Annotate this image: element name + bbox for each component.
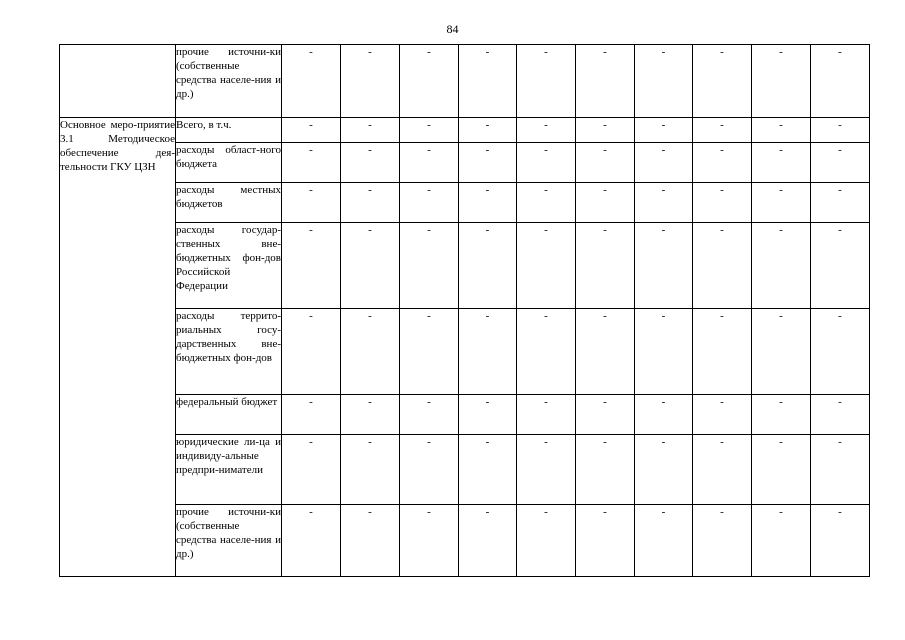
value-cell: -: [635, 435, 693, 505]
value-cell: -: [693, 395, 752, 435]
funding-source-cell: расходы террито-риальных госу-дарственных вне-бюджетных фон-дов: [176, 309, 282, 395]
value-cell: -: [400, 143, 459, 183]
value-cell: -: [576, 505, 635, 577]
value-cell: -: [282, 505, 341, 577]
value-cell: -: [752, 505, 811, 577]
value-cell: -: [341, 223, 400, 309]
table-row: [60, 435, 870, 505]
value-cell: -: [282, 45, 341, 118]
value-cell: -: [517, 118, 576, 143]
value-cell: -: [576, 143, 635, 183]
value-cell: -: [693, 435, 752, 505]
value-cell: -: [282, 118, 341, 143]
value-cell: -: [693, 118, 752, 143]
value-cell: -: [400, 309, 459, 395]
value-cell: -: [400, 395, 459, 435]
value-cell: -: [811, 223, 870, 309]
value-cell: -: [459, 309, 517, 395]
value-cell: -: [811, 395, 870, 435]
value-cell: -: [811, 435, 870, 505]
value-cell: -: [576, 45, 635, 118]
value-cell: -: [517, 45, 576, 118]
value-cell: -: [752, 118, 811, 143]
value-cell: -: [341, 45, 400, 118]
table-row: [60, 118, 870, 143]
value-cell: -: [341, 118, 400, 143]
activity-label-cell: Основное меро-приятие 3.1 Методическое обеспечение дея-тельности ГКУ ЦЗН: [60, 118, 176, 577]
value-cell: -: [635, 45, 693, 118]
value-cell: -: [517, 505, 576, 577]
value-cell: -: [635, 505, 693, 577]
value-cell: -: [400, 118, 459, 143]
funding-source-cell: федеральный бюджет: [176, 395, 282, 435]
funding-source-cell: прочие источни-ки (собственные средства населе-ния и др.): [176, 505, 282, 577]
value-cell: -: [459, 45, 517, 118]
value-cell: -: [811, 45, 870, 118]
table-row: [60, 143, 870, 183]
value-cell: -: [341, 395, 400, 435]
table-row: [60, 395, 870, 435]
value-cell: -: [282, 309, 341, 395]
value-cell: -: [517, 143, 576, 183]
value-cell: -: [282, 395, 341, 435]
value-cell: -: [576, 309, 635, 395]
value-cell: -: [693, 505, 752, 577]
funding-source-cell: прочие источни-ки (собственные средства населе-ния и др.): [176, 45, 282, 118]
value-cell: -: [752, 143, 811, 183]
value-cell: -: [282, 183, 341, 223]
value-cell: -: [693, 45, 752, 118]
table-row: [60, 505, 870, 577]
page-number: 84: [446, 22, 459, 36]
value-cell: -: [811, 118, 870, 143]
table-row: [60, 309, 870, 395]
value-cell: -: [693, 223, 752, 309]
value-cell: -: [517, 309, 576, 395]
table-row: [60, 183, 870, 223]
value-cell: -: [459, 118, 517, 143]
funding-source-cell: расходы местных бюджетов: [176, 183, 282, 223]
funding-source-cell: расходы государ-ственных вне-бюджетных фон-дов Российской Федерации: [176, 223, 282, 309]
funding-source-cell: расходы област-ного бюджета: [176, 143, 282, 183]
value-cell: -: [517, 183, 576, 223]
value-cell: -: [635, 223, 693, 309]
funding-source-cell: Всего, в т.ч.: [176, 118, 282, 143]
value-cell: -: [635, 143, 693, 183]
value-cell: -: [459, 505, 517, 577]
funding-source-cell: юридические ли-ца и индивиду-альные предпри-ниматели: [176, 435, 282, 505]
value-cell: -: [811, 183, 870, 223]
value-cell: -: [752, 309, 811, 395]
value-cell: -: [459, 435, 517, 505]
value-cell: -: [576, 118, 635, 143]
value-cell: -: [576, 183, 635, 223]
value-cell: -: [752, 223, 811, 309]
value-cell: -: [459, 183, 517, 223]
value-cell: -: [811, 143, 870, 183]
value-cell: -: [459, 143, 517, 183]
value-cell: -: [752, 435, 811, 505]
value-cell: -: [459, 395, 517, 435]
value-cell: -: [341, 143, 400, 183]
value-cell: -: [576, 223, 635, 309]
value-cell: -: [517, 223, 576, 309]
value-cell: -: [635, 309, 693, 395]
value-cell: -: [400, 183, 459, 223]
value-cell: -: [752, 395, 811, 435]
value-cell: -: [693, 183, 752, 223]
value-cell: -: [341, 309, 400, 395]
value-cell: -: [811, 505, 870, 577]
value-cell: -: [635, 118, 693, 143]
table-row: [60, 45, 870, 118]
value-cell: -: [517, 395, 576, 435]
value-cell: -: [341, 505, 400, 577]
value-cell: -: [811, 309, 870, 395]
value-cell: -: [576, 435, 635, 505]
value-cell: -: [282, 223, 341, 309]
value-cell: -: [341, 435, 400, 505]
value-cell: -: [693, 143, 752, 183]
value-cell: -: [635, 395, 693, 435]
value-cell: -: [752, 45, 811, 118]
value-cell: -: [282, 435, 341, 505]
value-cell: -: [693, 309, 752, 395]
value-cell: -: [341, 183, 400, 223]
value-cell: -: [400, 435, 459, 505]
value-cell: -: [400, 223, 459, 309]
value-cell: -: [400, 505, 459, 577]
value-cell: -: [576, 395, 635, 435]
value-cell: -: [282, 143, 341, 183]
value-cell: -: [752, 183, 811, 223]
value-cell: -: [517, 435, 576, 505]
table-row: [60, 223, 870, 309]
activity-cell-empty: [60, 45, 176, 118]
value-cell: -: [459, 223, 517, 309]
value-cell: -: [635, 183, 693, 223]
budget-table: [59, 44, 870, 577]
value-cell: -: [400, 45, 459, 118]
